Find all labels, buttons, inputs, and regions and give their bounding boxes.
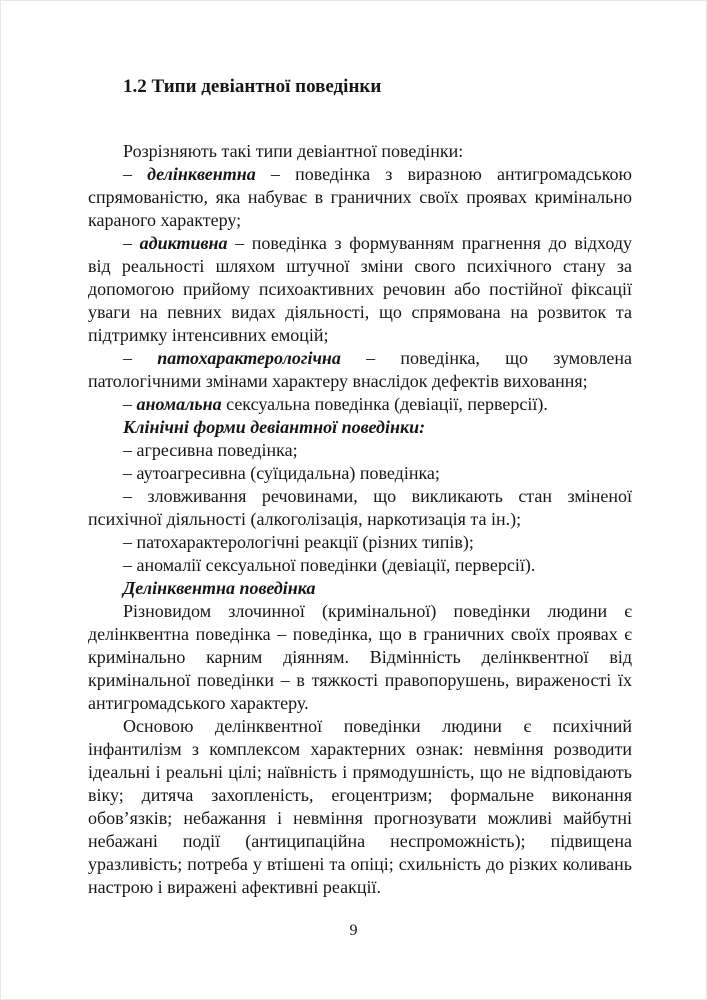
list-dash: – (123, 348, 158, 368)
delinquent-behavior-heading: Делінквентна поведінка (123, 578, 316, 598)
deviant-type-item-addictive (88, 232, 632, 347)
clinical-form-item: – патохарактерологічні реакції (різних типів); (123, 532, 474, 552)
list-dash: – (123, 394, 137, 414)
deviant-type-item-delinquent (88, 163, 632, 232)
deviant-type-item-anomalous (88, 393, 632, 416)
list-dash: – (123, 233, 140, 253)
list-dash: – (123, 164, 148, 184)
section-title: 1.2 Типи девіантної поведінки (123, 76, 382, 97)
type-description: – поведінка, що зумовлена патологічними змінами характеру внаслідок дефектів виховання; (88, 348, 632, 391)
clinical-form-item: – зловживання речовинами, що викликають стан зміненої психічної діяльності (алкоголізація, наркотизація та ін.); (88, 486, 632, 529)
intro-paragraph: Розрізняють такі типи девіантної поведінки: (123, 141, 464, 161)
type-term: делінквентна (147, 164, 256, 184)
clinical-form-item: – агресивна поведінка; (123, 440, 298, 460)
type-term: патохарактерологічна (157, 348, 341, 368)
type-term: аномальна (136, 394, 222, 414)
body-paragraph: Різновидом злочинної (кримінальної) поведінки людини є делінквентна поведінка – поведінка, що в граничних своїх проявах є кримінально карним діянням. Відмінність делінквентної від кримінальної поведінки – в тяжкості правопорушень, вираженості їх антигромадського характеру. (88, 601, 632, 713)
clinical-forms-heading: Клінічні форми девіантної поведінки: (123, 417, 426, 437)
type-description: сексуальна поведінка (девіації, перверсії). (221, 394, 548, 414)
deviant-type-item-pathocharacterological (88, 347, 632, 393)
body-paragraph: Основою делінквентної поведінки людини є психічний інфантилізм з комплексом характерних ознак: невміння розводити ідеальні і реальні цілі; наївність і прямодушність, що не відповідають віку; дитяча захопленість, егоцентризм; формальне виконання обов’язків; небажання і невміння прогнозувати можливі майбутні небажані події (антиципаційна неспроможність); підвищена уразливість; потреба у втішені та опіці; схильність до різких коливань настрою і виражені афективні реакції. (88, 716, 632, 897)
clinical-form-item: – аномалії сексуальної поведінки (девіації, перверсії). (123, 555, 536, 575)
type-description: – поведінка з виразною антигромадською спрямованістю, яка набуває в граничних своїх проявах кримінально караного характеру; (88, 164, 633, 230)
page-number: 9 (349, 922, 358, 939)
type-term: адиктивна (139, 233, 228, 253)
type-description: – поведінка з формуванням прагнення до відходу від реальності шляхом штучної зміни свого психічного стану за допомогою прийому психоактивних речовин або постійної фіксації уваги на певних видах діяльності, що спрямована на розвиток та підтримку інтенсивних емоцій; (88, 233, 632, 345)
clinical-form-item: – аутоагресивна (суїцидальна) поведінка; (123, 463, 440, 483)
